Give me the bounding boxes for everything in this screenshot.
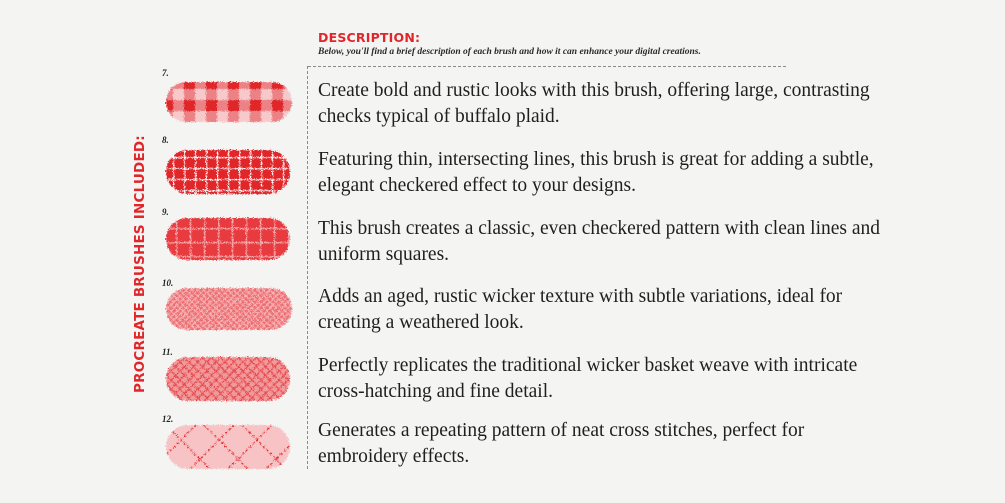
header-divider — [308, 66, 786, 67]
brush-number: 12. — [162, 414, 174, 424]
cross-stitch-brush-swatch — [162, 421, 296, 473]
brush-number: 7. — [162, 68, 169, 78]
brush-description: Create bold and rustic looks with this brush, offering large, contrasting checks typical of buffalo plaid. — [318, 80, 870, 127]
brush-number: 8. — [162, 135, 169, 145]
thin-grid-brush-swatch — [162, 146, 296, 198]
brush-number: 10. — [162, 278, 174, 288]
aged-wicker-brush-swatch — [162, 284, 296, 334]
brush-number: 11. — [162, 347, 173, 357]
description-subheading: Below, you'll find a brief description of each brush and how it can enhance your digital creations. — [318, 47, 701, 57]
brush-description: Adds an aged, rustic wicker texture with subtle variations, ideal for creating a weathered look. — [318, 286, 843, 333]
even-check-brush-swatch — [162, 214, 296, 264]
brush-description: This brush creates a classic, even checkered pattern with clean lines and uniform squares. — [318, 218, 881, 265]
wicker-weave-brush-swatch — [162, 353, 296, 405]
brush-number: 9. — [162, 207, 169, 217]
description-heading: DESCRIPTION: — [318, 30, 421, 45]
buffalo-plaid-brush-swatch — [162, 78, 296, 126]
column-divider — [307, 66, 308, 469]
side-title: PROCREATE BRUSHES INCLUDED: — [132, 135, 148, 393]
brush-description: Perfectly replicates the traditional wicker basket weave with intricate cross-hatching and fine detail. — [318, 355, 858, 402]
brush-description: Generates a repeating pattern of neat cross stitches, perfect for embroidery effects. — [318, 420, 805, 467]
brush-description: Featuring thin, intersecting lines, this brush is great for adding a subtle, elegant checkered effect to your designs. — [318, 149, 874, 196]
